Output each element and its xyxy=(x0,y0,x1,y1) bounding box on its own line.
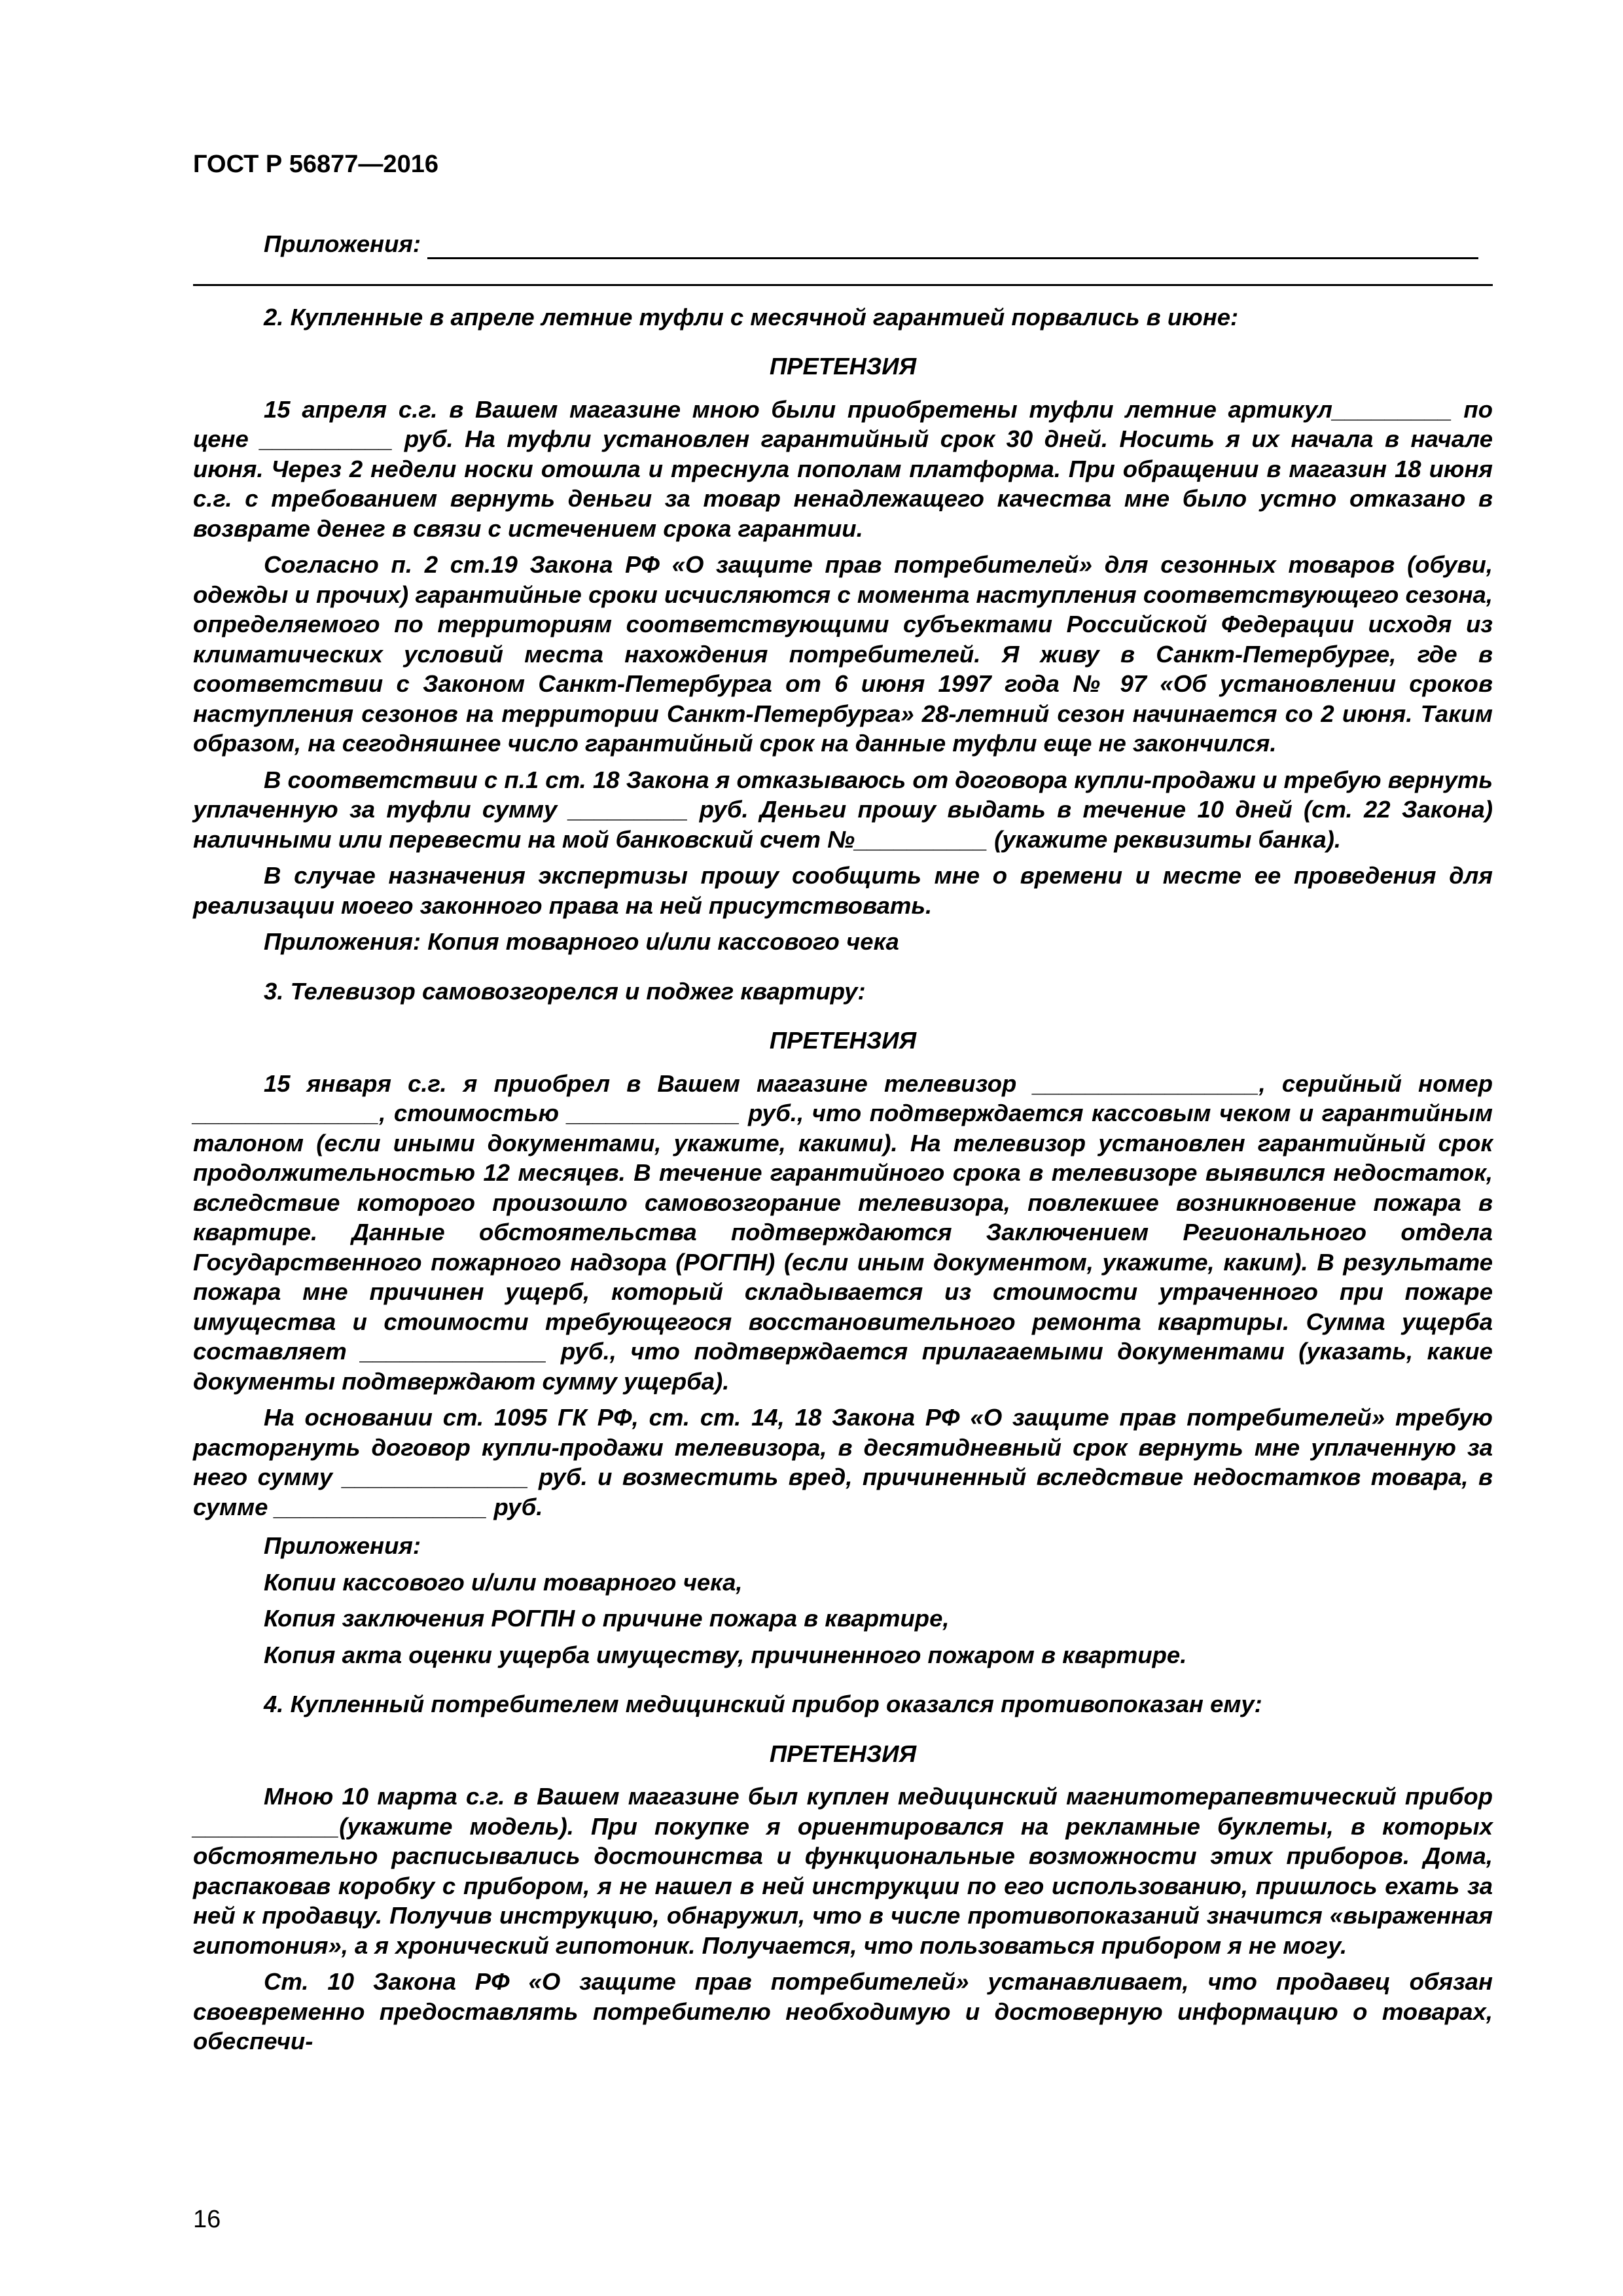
document-header: ГОСТ Р 56877—2016 xyxy=(193,151,438,178)
section-4 xyxy=(193,1689,1493,2056)
paragraph: В случае назначения экспертизы прошу сообщить мне о времени и месте ее проведения для реализации моего законного права на ней присутствовать. xyxy=(193,862,1493,919)
attachment-item: Копия заключения РОГПН о причине пожара в квартире, xyxy=(264,1605,950,1632)
page-number: 16 xyxy=(193,2206,221,2233)
claim-title: ПРЕТЕНЗИЯ xyxy=(769,1740,917,1767)
attachments-text: Приложения: Копия товарного и/или кассового чека xyxy=(264,928,899,955)
claim-title: ПРЕТЕНЗИЯ xyxy=(769,353,917,380)
paragraph: Согласно п. 2 ст.19 Закона РФ «О защите прав потребителей» для сезонных товаров (обуви, одежды и прочих) гарантийные сроки исчисляются с момента наступления соответствующего сезона, определяемого по территориям соответствующими субъектами Российской Федерации исходя из климатических условий места нахождения потребителей. Я живу в Санкт-Петербурге, где в соответствии с Законом Санкт-Петербурга от 6 июня 1997 года № 97 «Об установлении сроков наступления сезонов на территории Санкт-Петербурга» 28-летний сезон начинается со 2 июня. Таким образом, на сегодняшнее число гарантийный срок на данные туфли еще не закончился. xyxy=(193,551,1493,757)
blank-full-line xyxy=(193,264,1493,286)
document-body xyxy=(193,229,1493,2063)
attachment-item: Копия акта оценки ущерба имуществу, причиненного пожаром в квартире. xyxy=(264,1641,1187,1668)
paragraph: 15 января с.г. я приобрел в Вашем магазине телевизор _________________, серийный номер ______________, стоимостью _____________ руб., что подтверждается кассовым чеком и гарантийным талоном (если иными документами, укажите, какими). На телевизор установлен гарантийный срок продолжительностью 12 месяцев. В течение гарантийного срока в телевизоре выявился недостаток, вследствие которого произошло самовозгорание телевизора, повлекшее возникновение пожара в квартире. Данные обстоятельства подтверждаются Заключением Регионального отдела Государственного пожарного надзора (РОГПН) (если иным документом, укажите, каким). В результате пожара мне причинен ущерб, который складывается из стоимости утраченного при пожаре имущества и стоимости требующегося восстановительного ремонта квартиры. Сумма ущерба составляет ______________ руб., что подтверждается прилагаемыми документами (указать, какие документы подтверждают сумму ущерба). xyxy=(193,1069,1493,1395)
paragraph: На основании ст. 1095 ГК РФ, ст. ст. 14, 18 Закона РФ «О защите прав потребителей» требую расторгнуть договор купли-продажи телевизора, в десятидневный срок вернуть мне уплаченную за него сумму ______________ руб. и возместить вред, причиненный вследствие недостатков товара, в сумме ________________ руб. xyxy=(193,1404,1493,1520)
section-3 xyxy=(193,977,1493,1670)
attachments-label: Приложения: xyxy=(264,230,421,257)
attachment-item: Копии кассового и/или товарного чека, xyxy=(264,1568,743,1596)
section-2 xyxy=(193,302,1493,957)
paragraph: Ст. 10 Закона РФ «О защите прав потребителей» устанавливает, что продавец обязан своевременно предоставлять потребителю необходимую и достоверную информацию о товарах, обеспечи- xyxy=(193,1968,1493,2054)
section-heading: 3. Телевизор самовозгорелся и поджег квартиру: xyxy=(264,977,866,1005)
attachments-label: Приложения: xyxy=(264,1532,421,1559)
paragraph: Мною 10 марта с.г. в Вашем магазине был куплен медицинский магнитотерапевтический прибор ___________(укажите модель). При покупке я ориентировался на рекламные буклеты, в которых обстоятельно расписывались достоинства и функциональные возможности этих приборов. Дома, распаковав коробку с прибором, я не нашел в ней инструкции по его использованию, пришлось ехать за ней к продавцу. Получив инструкцию, обнаружил, что в числе противопоказаний значится «выраженная гипотония», а я хронический гипотоник. Получается, что пользоваться прибором я не могу. xyxy=(193,1783,1493,1959)
attachments-line xyxy=(193,229,1493,259)
section-heading: 2. Купленные в апреле летние туфли с месячной гарантией порвались в июне: xyxy=(264,303,1239,331)
paragraph: В соответствии с п.1 ст. 18 Закона я отказываюсь от договора купли-продажи и требую вернуть уплаченную за туфли сумму _________ руб. Деньги прошу выдать в течение 10 дней (ст. 22 Закона) наличными или перевести на мой банковский счет №__________ (укажите реквизиты банка). xyxy=(193,766,1493,853)
paragraph: 15 апреля с.г. в Вашем магазине мною были приобретены туфли летние артикул_________ по цене __________ руб. На туфли установлен гарантийный срок 30 дней. Носить я их начала в начале июня. Через 2 недели носки отошла и треснула пополам платформа. При обращении в магазин 18 июня с.г. с требованием вернуть деньги за товар ненадлежащего качества мне было устно отказано в возврате денег в связи с истечением срока гарантии. xyxy=(193,395,1493,542)
attachments-blank-line xyxy=(427,238,1478,259)
section-heading: 4. Купленный потребителем медицинский прибор оказался противопоказан ему: xyxy=(264,1691,1262,1717)
claim-title: ПРЕТЕНЗИЯ xyxy=(769,1027,917,1054)
